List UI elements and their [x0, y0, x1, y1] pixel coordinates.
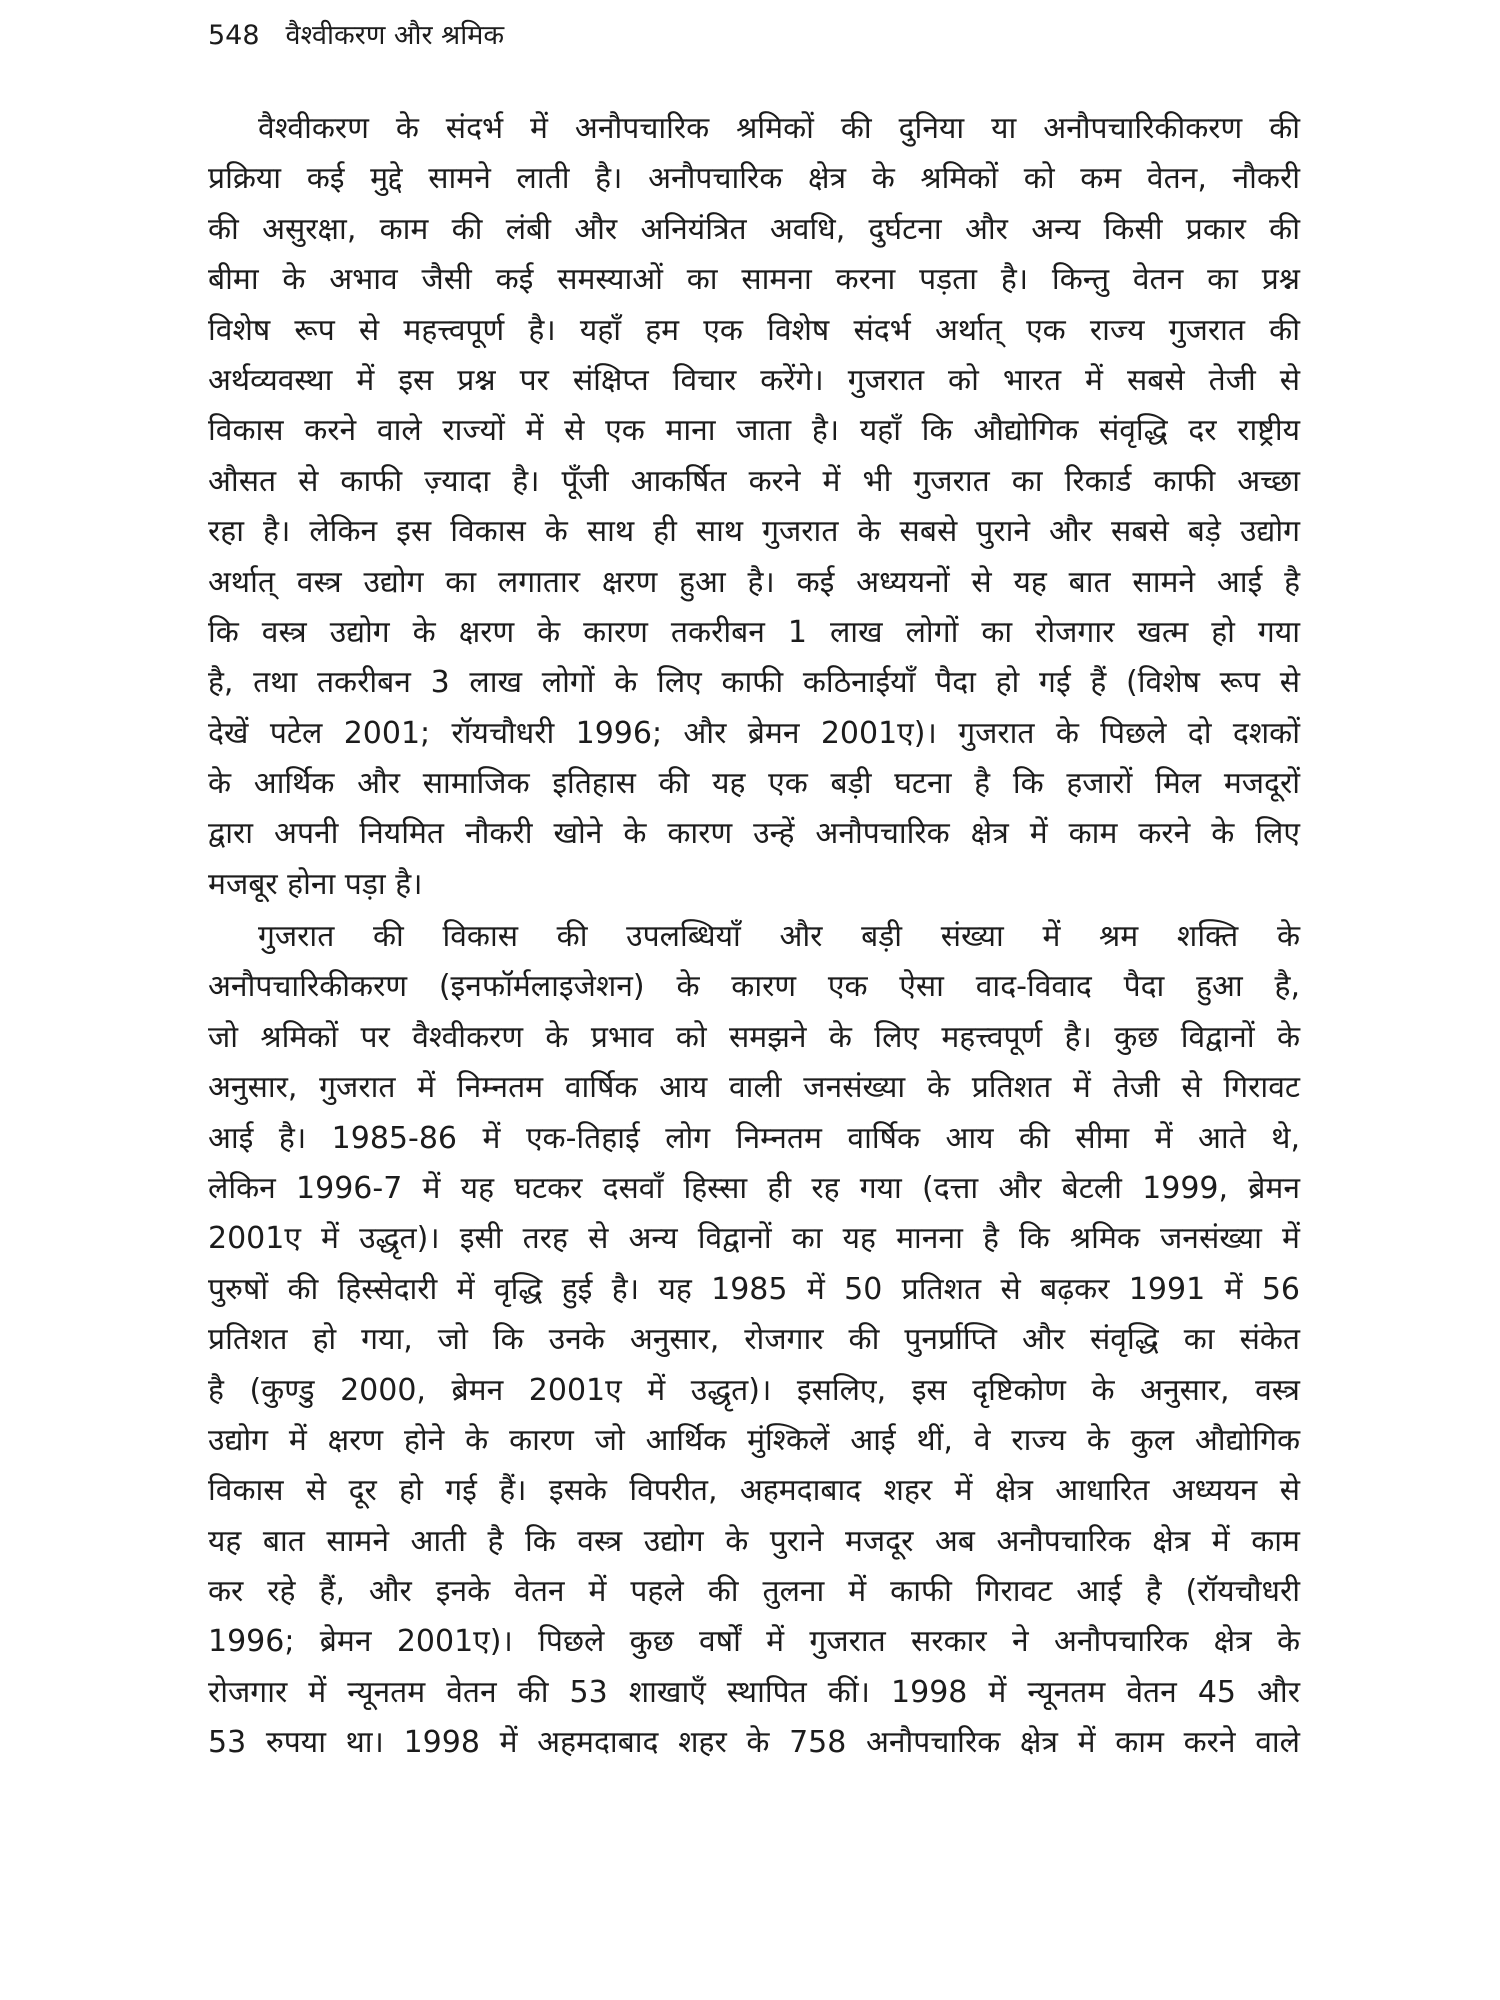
text-line: विशेष रूप से महत्त्वपूर्ण है। यहाँ हम एक विशेष संदर्भ अर्थात् एक राज्य गुजरात की: [208, 312, 1300, 348]
text-line: अनौपचारिकीकरण (इनफॉर्मलाइजेशन) के कारण एक ऐसा वाद-विवाद पैदा हुआ है,: [208, 969, 1300, 1005]
text-line: मजबूर होना पड़ा है।: [208, 866, 423, 902]
paragraph-1: [208, 104, 1300, 910]
text-line: है, तथा तकरीबन 3 लाख लोगों के लिए काफी कठिनाईयाँ पैदा हो गई हैं (विशेष रूप से: [208, 665, 1300, 701]
text-line: 1996; ब्रेमन 2001ए)। पिछले कुछ वर्षों में गुजरात सरकार ने अनौपचारिक क्षेत्र के: [208, 1624, 1300, 1660]
text-line: आई है। 1985-86 में एक-तिहाई लोग निम्नतम वार्षिक आय की सीमा में आते थे,: [208, 1120, 1300, 1156]
text-line: उद्योग में क्षरण होने के कारण जो आर्थिक मुंश्किलें आई थीं, वे राज्य के कुल औद्योगिक: [208, 1422, 1300, 1458]
running-head: [208, 14, 504, 58]
text-line: 53 रुपया था। 1998 में अहमदाबाद शहर के 758 अनौपचारिक क्षेत्र में काम करने वाले: [208, 1725, 1300, 1761]
text-line: कि वस्त्र उद्योग के क्षरण के कारण तकरीबन 1 लाख लोगों का रोजगार खत्म हो गया: [208, 614, 1300, 650]
running-title: वैश्वीकरण और श्रमिक: [285, 20, 505, 51]
text-line: गुजरात की विकास की उपलब्धियाँ और बड़ी संख्या में श्रम शक्ति के: [258, 919, 1300, 954]
text-line: देखें पटेल 2001; रॉयचौधरी 1996; और ब्रेमन 2001ए)। गुजरात के पिछले दो दशकों: [208, 715, 1300, 751]
text-line: बीमा के अभाव जैसी कई समस्याओं का सामना करना पड़ता है। किन्तु वेतन का प्रश्न: [208, 262, 1300, 298]
text-line: विकास करने वाले राज्यों में से एक माना जाता है। यहाँ कि औद्योगिक संवृद्धि दर राष्ट्रीय: [208, 413, 1300, 449]
text-line: जो श्रमिकों पर वैश्वीकरण के प्रभाव को समझने के लिए महत्त्वपूर्ण है। कुछ विद्वानों के: [208, 1019, 1300, 1055]
text-line: कर रहे हैं, और इनके वेतन में पहले की तुलना में काफी गिरावट आई है (रॉयचौधरी: [208, 1574, 1300, 1610]
page-number: 548: [208, 20, 260, 51]
text-line: औसत से काफी ज़्यादा है। पूँजी आकर्षित करने में भी गुजरात का रिकार्ड काफी अच्छा: [208, 463, 1300, 499]
paragraph-2: [208, 912, 1300, 1769]
text-line: यह बात सामने आती है कि वस्त्र उद्योग के पुराने मजदूर अब अनौपचारिक क्षेत्र में काम: [208, 1523, 1300, 1559]
text-line: प्रतिशत हो गया, जो कि उनके अनुसार, रोजगार की पुनर्प्राप्ति और संवृद्धि का संकेत: [208, 1322, 1300, 1358]
text-line: द्वारा अपनी नियमित नौकरी खोने के कारण उन्हें अनौपचारिक क्षेत्र में काम करने के लिए: [208, 816, 1300, 852]
text-line: वैश्वीकरण के संदर्भ में अनौपचारिक श्रमिकों की दुनिया या अनौपचारिकीकरण की: [258, 111, 1300, 146]
text-line: पुरुषों की हिस्सेदारी में वृद्धि हुई है। यह 1985 में 50 प्रतिशत से बढ़कर 1991 में 56: [208, 1271, 1300, 1307]
text-line: 2001ए में उद्धृत)। इसी तरह से अन्य विद्वानों का यह मानना है कि श्रमिक जनसंख्या में: [208, 1221, 1300, 1257]
text-line: अनुसार, गुजरात में निम्नतम वार्षिक आय वाली जनसंख्या के प्रतिशत में तेजी से गिरावट: [208, 1070, 1300, 1106]
text-line: की असुरक्षा, काम की लंबी और अनियंत्रित अवधि, दुर्घटना और अन्य किसी प्रकार की: [208, 211, 1300, 247]
text-line: के आर्थिक और सामाजिक इतिहास की यह एक बड़ी घटना है कि हजारों मिल मजदूरों: [208, 766, 1300, 802]
text-line: है (कुण्डु 2000, ब्रेमन 2001ए में उद्धृत)। इसलिए, इस दृष्टिकोण के अनुसार, वस्त्र: [208, 1372, 1300, 1408]
text-line: रहा है। लेकिन इस विकास के साथ ही साथ गुजरात के सबसे पुराने और सबसे बड़े उद्योग: [208, 514, 1300, 550]
text-line: प्रक्रिया कई मुद्दे सामने लाती है। अनौपचारिक क्षेत्र के श्रमिकों को कम वेतन, नौकरी: [208, 161, 1300, 197]
text-line: विकास से दूर हो गई हैं। इसके विपरीत, अहमदाबाद शहर में क्षेत्र आधारित अध्ययन से: [208, 1473, 1300, 1509]
text-line: रोजगार में न्यूनतम वेतन की 53 शाखाएँ स्थापित कीं। 1998 में न्यूनतम वेतन 45 और: [208, 1674, 1300, 1710]
text-line: अर्थव्यवस्था में इस प्रश्न पर संक्षिप्त विचार करेंगे। गुजरात को भारत में सबसे तेजी से: [208, 362, 1300, 398]
text-line: लेकिन 1996-7 में यह घटकर दसवाँ हिस्सा ही रह गया (दत्ता और बेटली 1999, ब्रेमन: [208, 1170, 1300, 1206]
text-line: अर्थात् वस्त्र उद्योग का लगातार क्षरण हुआ है। कई अध्ययनों से यह बात सामने आई है: [208, 564, 1300, 600]
